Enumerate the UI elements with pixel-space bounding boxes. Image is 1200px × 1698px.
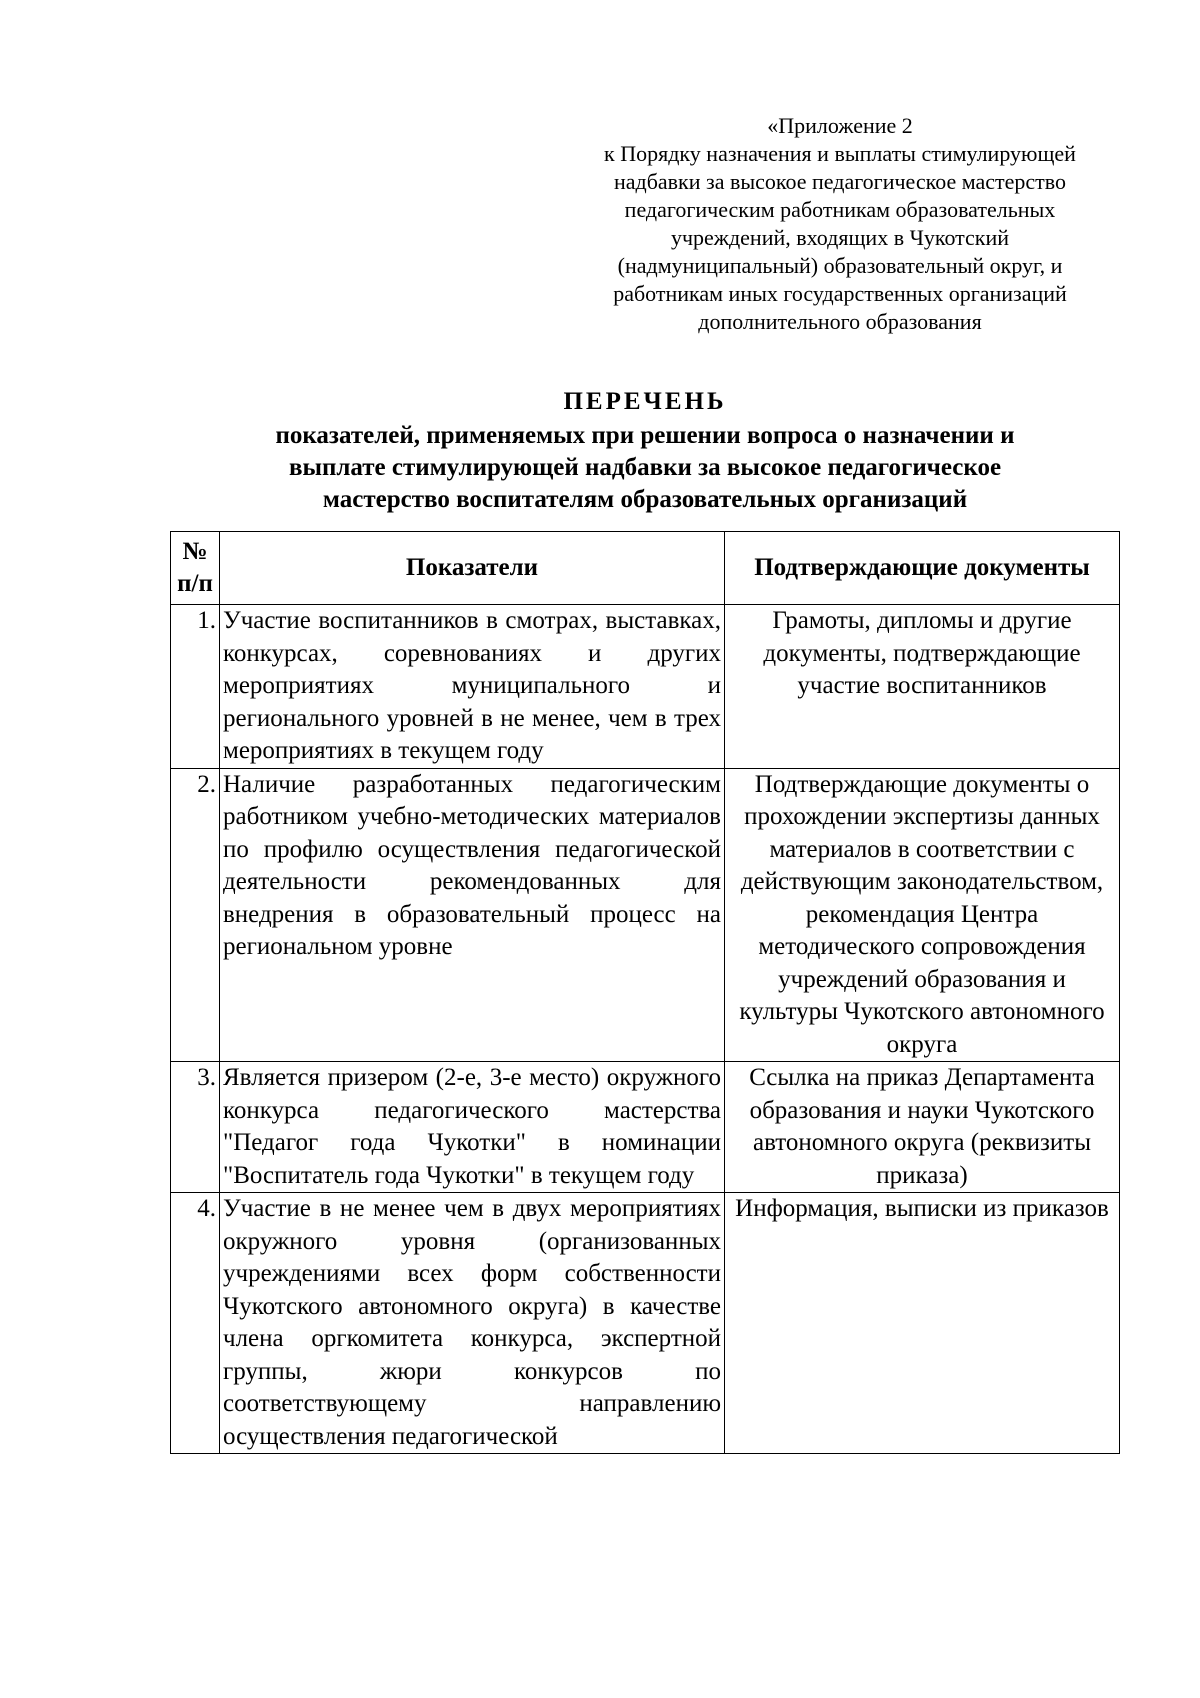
row-number: 3. (171, 1062, 220, 1193)
table-row (171, 605, 1120, 769)
header-indicators: Показатели (220, 532, 725, 605)
table-row (171, 1062, 1120, 1193)
row-indicator: Является призером (2-е, 3-е место) окружного конкурса педагогического мастерства "Педагог года Чукотки" в номинации "Воспитатель года Чукотки" в текущем году (220, 1062, 725, 1193)
row-indicator: Участие воспитанников в смотрах, выставках, конкурсах, соревнованиях и других мероприятиях муниципального и регионального уровней в не менее, чем в трех мероприятиях в текущем году (220, 605, 725, 769)
title-main: ПЕРЕЧЕНЬ (563, 388, 727, 415)
row-indicator: Наличие разработанных педагогическим работником учебно-методических материалов по профилю осуществления педагогической деятельности рекомендованных для внедрения в образовательный процесс на региональном уровне (220, 768, 725, 1062)
header-num-symbol: № (182, 538, 208, 565)
appendix-line: дополнительного образования (698, 309, 982, 334)
row-indicator: Участие в не менее чем в двух мероприятиях окружного уровня (организованных учреждениями всех форм собственности Чукотского автономного округа) в качестве члена оргкомитета конкурса, экспертной группы, жюри конкурсов по соответствующему направлению осуществления педагогической (220, 1193, 725, 1454)
appendix-line: к Порядку назначения и выплаты стимулирующей (604, 141, 1076, 166)
appendix-line: «Приложение 2 (767, 113, 913, 138)
appendix-line: работникам иных государственных организаций (613, 281, 1067, 306)
appendix-line: (надмуниципальный) образовательный округ, и (617, 253, 1063, 278)
appendix-line: учреждений, входящих в Чукотский (670, 225, 1010, 250)
row-documents: Ссылка на приказ Департамента образования и науки Чукотского автономного округа (реквизиты приказа) (725, 1062, 1120, 1193)
row-documents: Грамоты, дипломы и другие документы, подтверждающие участие воспитанников (725, 605, 1120, 769)
header-num (171, 532, 220, 605)
row-number: 1. (171, 605, 220, 769)
document-title (170, 384, 1120, 516)
row-documents: Информация, выписки из приказов (725, 1193, 1120, 1454)
appendix-header (560, 112, 1120, 336)
title-sub-line: выплате стимулирующей надбавки за высокое педагогическое (288, 454, 1002, 481)
row-documents: Подтверждающие документы о прохождении экспертизы данных материалов в соответствии с действующим законодательством, рекомендация Центра методического сопровождения учреждений образования и культуры Чукотского автономного округа (725, 768, 1120, 1062)
table-header-row (171, 532, 1120, 605)
table-row (171, 1193, 1120, 1454)
indicators-table (170, 531, 1120, 1454)
row-number: 4. (171, 1193, 220, 1454)
title-sub-line: мастерство воспитателям образовательных организаций (322, 486, 968, 513)
appendix-line: надбавки за высокое педагогическое мастерство (613, 169, 1067, 194)
row-number: 2. (171, 768, 220, 1062)
header-documents: Подтверждающие документы (725, 532, 1120, 605)
appendix-line: педагогическим работникам образовательных (624, 197, 1056, 222)
title-sub-line: показателей, применяемых при решении вопроса о назначении и (275, 422, 1015, 449)
header-num-abbr: п/п (177, 570, 213, 597)
table-row (171, 768, 1120, 1062)
